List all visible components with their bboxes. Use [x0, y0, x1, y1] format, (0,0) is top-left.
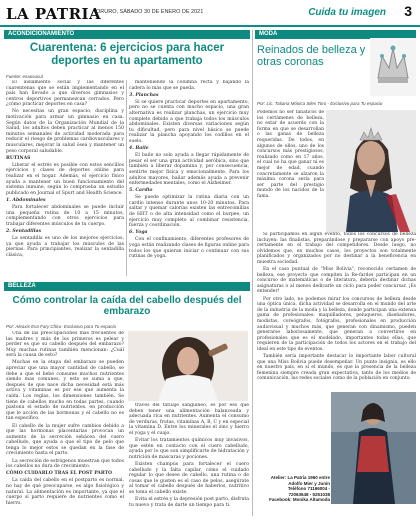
- page-column-divider: [252, 30, 253, 516]
- section-tag-belleza: BELLEZA: [4, 282, 40, 290]
- article3-credit: Por: Aleaxis Eva Fary Chiru- Exclusivo para Tu espacio: [6, 324, 117, 329]
- subheading: RUTINAS: [6, 155, 31, 161]
- subheading: 6. Yoga: [129, 230, 148, 236]
- paragraph: El aislamiento social y las diferentes cuarentenas que se están implementando en el país han llevado a que diversos gimnasios y centros deportivos permanezcan cerrados. Pero ¿cómo practicar deportes en casa?: [6, 80, 124, 108]
- paragraph: Si se quiere practicar deportes en apartamento, pero no se cuenta con mucho espacio, una gran alternativa es realizar planchas, un ejercicio muy completo debido a que trabaja todos los músculos abdominales. Existen diversas variaciones según tu dificultad, pero para nivel básico se puede realizar la plancha apoyando los codillos en el suelo.: [129, 99, 249, 144]
- paragraph: El cabello de la mujer sufre cambios debido a que las hormonas placentarias provocan un aumento de la secreción sebácea del cuero cabelludo, que ayuda a que el tipo de pelo que tenga lo mejor estos se quedan en la fase de crecimiento hasta el parto.: [6, 423, 124, 457]
- article2-credit: Por: Lic. Tatiana Mónica Siles Toro - Exclusivo para Tu espacio: [257, 101, 383, 106]
- paragraph: Podemos no ser fanáticos de los certámenes de belleza, no estar de acuerdo con la forma en que se desarrollan o las ganas de belleza requeridas. De todos, en algunos de ellos, uno de los concursos más prestigiosos, realizado como en 17 años, el cual no ha que ganar ni es mejor de edad, cuando concretamente se alzaron la máxima corona sería para ser parte del prestigio mundo de los nacidos de la fama.: [257, 110, 324, 199]
- paragraph: También sería importante destacar lo importante labor cultural que una Miss Bolivia puede desempeñar. Un punto insignia, es ello en nuestro país, en sí el mundo, es que la presencia de la belleza femenina siempre creada gran expectativa, tanto de los medios de comunicación, las redes sociales como de la población en conjunto.: [257, 353, 416, 382]
- section-tag-acondicionamiento: ACONDICIONAMIENTO: [4, 30, 78, 38]
- paragraph: Evitar los tratamientos químicos muy invasivos, que estén en contacto con el cuero cabelludo, ayuda por lo que son simplificarte de hidratación y nutrición de mascaras y pociones.: [129, 438, 249, 460]
- paragraph: Existen champús para fortalecer el cuero cabelludo y la falta capilar, cómo el cuidado regular lo que desee de cabello, una rutina o de cosas que le gusten es el caso de pelos, asegúrate al tomar el cabello después de haberlos, nutritivo se toma el cabello existe.: [129, 461, 249, 495]
- paragraph: Se puede optimizar la rutina diaria con un cardio intenso durante unos 10-20 minutos. Para saltar y quemar calorías existen las entrecomillas de HIIT o de alta intensidad como el burpee, un ejercicio muy completo al combinar resistencia, fuerza y coordinación.: [129, 195, 249, 229]
- paragraph: Con el confinamiento, diferentes profesores de yoga están realizando clases de figuras online para todos los que quieran iniciar o continuar con sus rutinas de yoga.: [129, 237, 249, 260]
- paragraph: través del tatuaje sanguíneo, es por eso que deben tener una alimentación balanceada y adecuada rica en nutrientes. Aumenta el consumo de verduras, frutas, vitaminas A, B, C y en especial la vitamina D. Entre los minerales el zinc y hierro el yoga y el cuajo.: [129, 403, 249, 436]
- subheading: 1. Abdominales: [6, 197, 46, 203]
- woman-brushing-hair-photo: [128, 331, 248, 401]
- newspaper-logo: LA PATRIA: [6, 5, 102, 23]
- paragraph: No necesitas un gran espacio, disciplina y motivación para armar un gimnasio en casa. Según datos de la Organización Mundial de la Salud, los adultos deben practicar al menos 150 minutos semanales de actividad moderada para reducir el riesgo de problemas cardiovasculares y musculares, mejorar la salud ósea y mantener un peso corporal saludable.: [6, 109, 124, 154]
- paragraph: manteniendo la columna recta y bajando la cadera lo más que se pueda.: [129, 80, 249, 91]
- article1-credit: Fuente: esaosucul: [6, 74, 43, 79]
- article2-column-narrow: [257, 110, 324, 230]
- article3-headline: Cómo controlar la caída del cabello después del embarazo: [12, 295, 242, 318]
- subheading: 4. Baile: [129, 146, 149, 152]
- paragraph: En el caso puntual de "Miss Bolivia", reconocido certamen de belleza, ese proyecto que compiten la Re-fardos participan en un concurso de matemáticas o de literatura, debería destinar dichas asignaturas o al menos dedicarle un ciclo para poder concursar. ¡Es entender!: [257, 267, 416, 295]
- paragraph: El baile no solo ayuda a llegar rápidamente de pesar el ser una gran actividad aeróbica, sino que también a liberar dopamina y, por consecuencia, sentirte mejor física y emocionalmente. Para los adultos mayores, bailar además ayuda a prevenir enfermedades mentales, como el Alzheimer.: [129, 153, 249, 187]
- paragraph: Muchas en la etapa del embarazo se pueden apreciar que una mayor cantidad de cabello, se debe a que el bebé consume muchos nutrientes siendo mas comunes, y esto se suma a que, después de que nace dicha necesidad está más activa y vitaminas es por ese que aumenta la caída. Los reglas, los dimensiones también. Se tiene de cabellos mucho en todas partes, cuando pastonu el estado de nutrientes. en producción que le acción de las hormonas y el cabello no es tan específico.: [6, 360, 124, 422]
- dateline: ORURO, SÁBADO 30 DE ENERO DE 2021: [96, 9, 204, 15]
- atelier-caption: Atelier: La Patria 1960 entre Adolfo Mier y Junín Teléfono 71166004 - 72063648 - 5251038 Facebook: Monika Altamoda: [269, 475, 330, 502]
- article3-column-2: [129, 403, 249, 517]
- article1-column-2: [129, 80, 249, 276]
- section-tag-bar: [4, 282, 250, 291]
- section-tag-moda: MODA: [255, 30, 281, 38]
- crown-photo: [370, 38, 416, 96]
- masthead: [0, 0, 420, 26]
- subheading: CÓMO CUIDARLO TRAS EL POST PARTO: [6, 471, 113, 477]
- subheading: 3. Planchas: [129, 92, 159, 98]
- paragraph: Liberar el estrés es posible con estos sencillos ejercicios y clases de deportes online para realizar en el hogar. Además, el ejercicio físico ayuda a mantener un buen funcionamiento del sistema inmune, según lo comprueba un estudio publicado en Journal of Sport and Health Science.: [6, 162, 124, 196]
- article1-column-1: [6, 80, 124, 276]
- subheading: 5. Cardio: [129, 188, 153, 194]
- paragraph: Una de las preocupaciones más frecuentes de las madres y más de los primeros es pelear y perder es que su cabello después del embarazo? Muy muchas rutinas también mencionan: ¿Cuál será la causa de esto?: [6, 331, 124, 359]
- paragraph: La sentadilla es uno de los mejores ejercicios, ya que ayuda a trabajar los músculos de las piernas. Para principiantes, realizar la sentadilla clásica,: [6, 235, 124, 258]
- column-divider: [126, 80, 127, 276]
- paragraph: Para fortalecer abdominales se puede incluir una pequeña rutina de 10 a 15 minutos, complementando con otros ejercicios para trabajar diferentes músculos de tu cuerpo.: [6, 204, 124, 227]
- page-number: 3: [404, 3, 412, 19]
- beauty-queen-photo: [326, 110, 416, 232]
- article2-column-main: [257, 232, 416, 390]
- paragraph: La secreción de estrógenos muestran que todos los cabellos no dura de crecimiento.: [6, 458, 124, 470]
- section-title: Cuida tu imagen: [308, 7, 386, 18]
- paragraph: Evita el estrés y la depresión post parto, disfruta tu nuevo y trata de darte un tiempo para ti.: [129, 497, 249, 508]
- paragraph: Si participamos en algún evento, todos los concursos de belleza incluyen: las finalistas, preparándose y prepararse con apoyo pre-certamente en el trabajo del competidores. Desde luego, no olvidemos que, en muchos casos, los proyectos son totalmente planificados y organizados por no destinar a la beneficencia en muestra sociedad.: [257, 232, 416, 265]
- paragraph: La caída del cabello en el postparto es normal, no hay de qué preocuparse, es algo fisiológico y natural. La alimentación es importante, ya que el cuerpo sí parto requiere de nutrientes como el hierro.: [6, 478, 124, 506]
- header-rule: [0, 25, 420, 27]
- paragraph: Por otro lado, no podemos mirar los concursos de belleza desde una óptica única, dicha actividad se desarrolla en el mundo del arte de la industria de la moda y la belleza, donde participan una extensa gama de profesionales: maquilladores, peluqueros, diseñadores, modistas, coreógrafos, fotógrafos, profesionales en producción audiovisual y muchos más, que generan con dinamismo, pueden generarse laboriosamente, que generan a convertirse en profesionales que es el modelado, importantes todas ellas, que requieren de la participación de todos los actores en el trabajo del ideal en este tipo de eventos.: [257, 296, 416, 352]
- fashion-model-photo: [331, 392, 416, 504]
- article2-headline: Reinados de belleza y otras coronas: [257, 44, 366, 69]
- subheading: 2. Sentadillas: [6, 228, 42, 234]
- article3-column-1: [6, 331, 124, 517]
- article1-headline: Cuarentena: 6 ejercicios para hacer deportes en tu apartamento: [29, 42, 225, 67]
